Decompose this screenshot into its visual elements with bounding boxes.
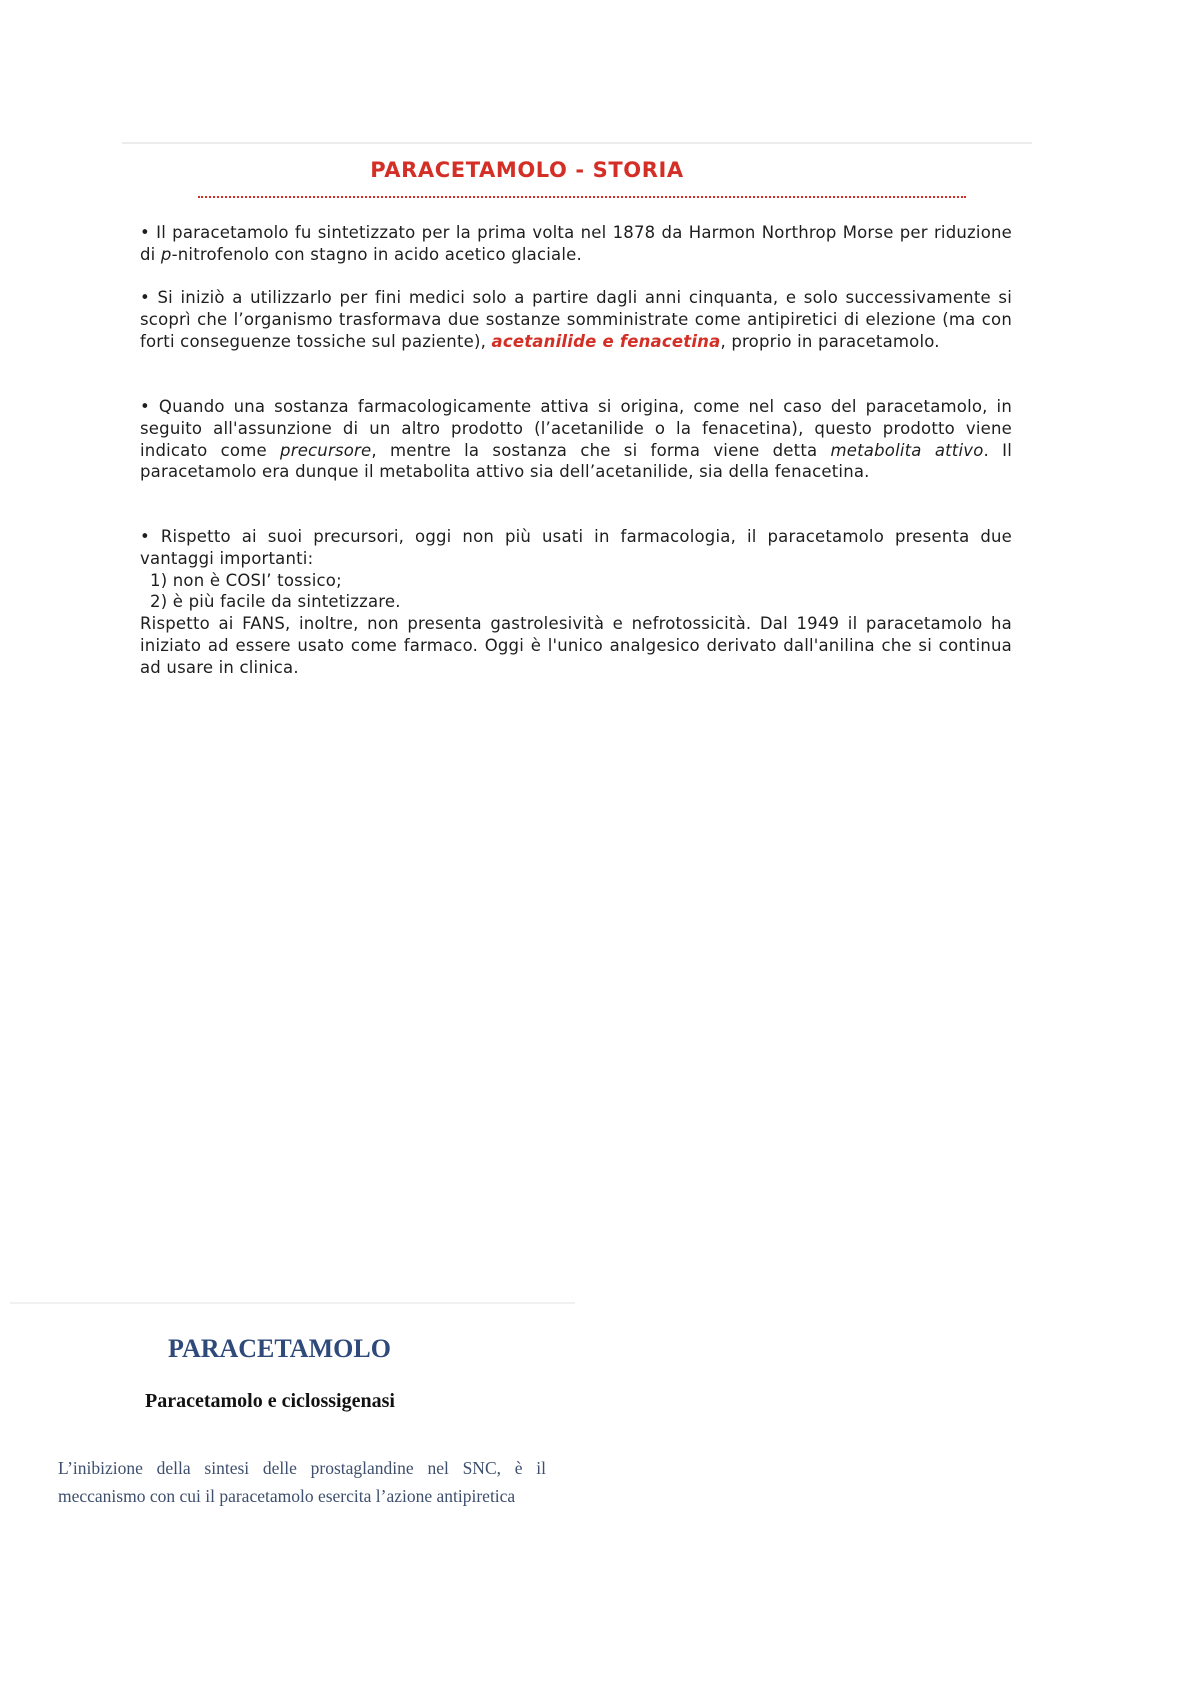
paragraph-history: • Si iniziò a utilizzarlo per fini medici solo a partire dagli anni cinquanta, e solo successivamente si scoprì che l’organismo trasformava due sostanze somministrate come antipiretici di elezione (ma con forti conseguenze tossiche sul paziente), acetanilide e fenacetina, proprio in paracetamolo. — [140, 288, 1012, 351]
bullet: • — [140, 527, 150, 546]
list-item: 1) non è COSI’ tossico; — [150, 570, 342, 590]
highlight-compounds: acetanilide e fenacetina — [491, 331, 721, 351]
paragraph-advantages: • Rispetto ai suoi precursori, oggi non più usati in farmacologia, il paracetamolo presenta due vantaggi importanti: 1) non è COSI’ tossico; 2) è più facile da sintetizzare. Rispetto ai FANS, inoltre, non presenta gastrolesività e nefrotossicità. Dal 1949 il paracetamolo ha iniziato ad essere usato come farmaco. Oggi è l'unico analgesico derivato dall'anilina che si continua ad usare in clinica. — [140, 527, 1012, 677]
slide-subtitle: Paracetamolo e ciclossigenasi — [145, 1390, 395, 1412]
slide-storia — [122, 142, 1032, 692]
paragraph-metabolite: • Quando una sostanza farmacologicamente attiva si origina, come nel caso del paracetamolo, in seguito all'assunzione di un altro prodotto (l’acetanilide o la fenacetina), questo prodotto viene indicato come precursore, mentre la sostanza che si forma viene detta metabolita attivo. Il paracetamolo era dunque il metabolita attivo sia dell’acetanilide, sia della fenacetina. — [140, 397, 1013, 482]
title-divider — [198, 196, 966, 198]
slide-title: PARACETAMOLO - STORIA — [370, 158, 684, 182]
slide-title: PARACETAMOLO — [168, 1334, 391, 1363]
slide-ciclossigenasi — [10, 1302, 575, 1604]
slide-body: L’inibizione della sintesi delle prostaglandine nel SNC, è il meccanismo con cui il paracetamolo esercita l’azione antipiretica — [58, 1458, 546, 1506]
bullet: • — [140, 223, 150, 242]
list-item: 2) è più facile da sintetizzare. — [150, 592, 401, 612]
paragraph-synthesis: • Il paracetamolo fu sintetizzato per la prima volta nel 1878 da Harmon Northrop Morse per riduzione di p-nitrofenolo con stagno in acido acetico glaciale. — [140, 223, 1012, 264]
bullet: • — [140, 397, 150, 416]
bullet: • — [140, 288, 150, 307]
